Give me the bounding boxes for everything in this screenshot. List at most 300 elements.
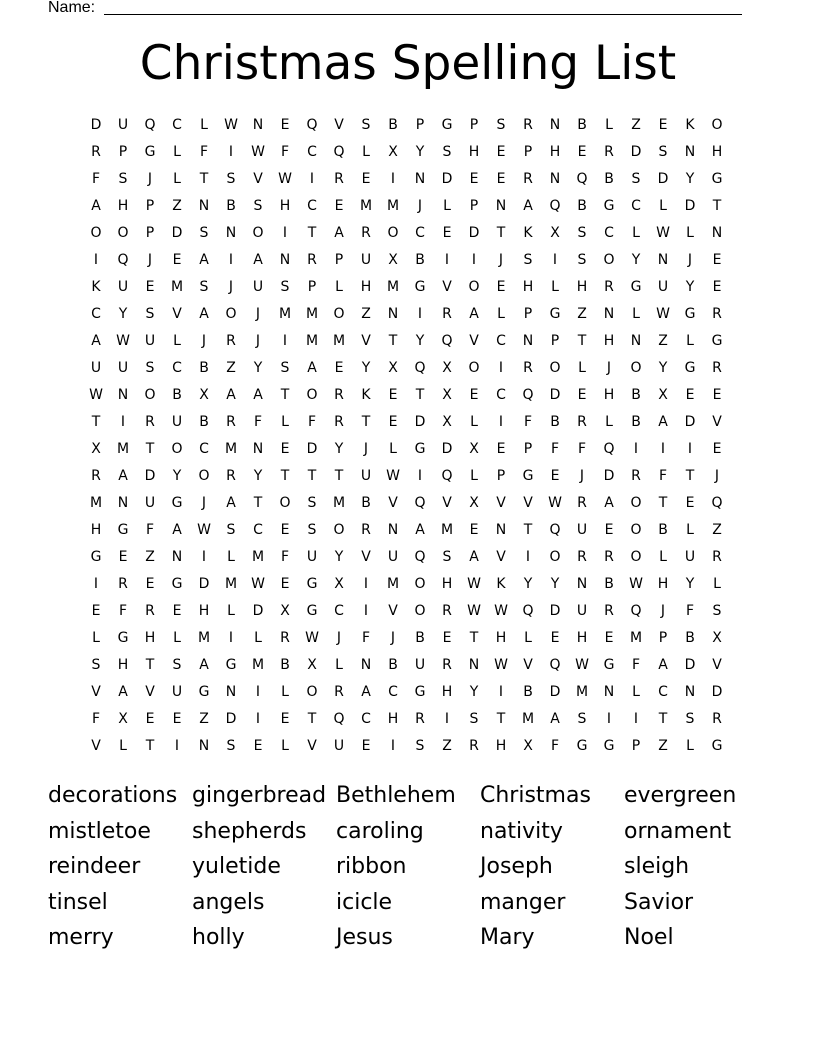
grid-cell[interactable]: I [174,738,180,754]
grid-cell[interactable]: G [144,144,156,160]
grid-cell[interactable]: E [280,576,290,592]
grid-cell[interactable]: M [386,198,400,214]
grid-cell[interactable]: U [360,252,372,268]
grid-cell[interactable]: R [307,252,317,268]
grid-cell[interactable]: L [173,171,181,187]
grid-cell[interactable]: W [494,657,508,673]
grid-cell[interactable]: M [224,576,238,592]
grid-cell[interactable]: U [576,603,588,619]
grid-cell[interactable]: L [335,657,343,673]
grid-cell[interactable]: U [387,549,399,565]
grid-cell[interactable]: L [632,684,640,700]
grid-cell[interactable]: T [496,711,506,727]
grid-cell[interactable]: E [388,387,398,403]
grid-cell[interactable]: B [604,576,614,592]
grid-cell[interactable]: E [280,711,290,727]
grid-cell[interactable]: V [91,684,101,700]
grid-cell[interactable]: N [549,171,561,187]
grid-cell[interactable]: P [523,144,533,160]
grid-cell[interactable]: A [226,495,236,511]
grid-cell[interactable]: P [658,630,668,646]
grid-cell[interactable]: E [172,603,182,619]
grid-cell[interactable]: L [686,225,694,241]
grid-cell[interactable]: H [441,576,453,592]
grid-cell[interactable]: A [91,333,101,349]
grid-cell[interactable]: H [144,630,156,646]
grid-cell[interactable]: O [306,387,318,403]
grid-cell[interactable]: F [199,144,209,160]
grid-cell[interactable]: D [90,117,102,133]
grid-cell[interactable]: J [255,306,261,322]
grid-cell[interactable]: T [388,333,398,349]
grid-cell[interactable]: I [498,360,504,376]
grid-cell[interactable]: A [334,225,344,241]
grid-cell[interactable]: A [199,306,209,322]
grid-cell[interactable]: R [523,360,533,376]
grid-cell[interactable]: C [415,225,425,241]
grid-cell[interactable]: A [172,522,182,538]
grid-cell[interactable]: B [388,657,398,673]
grid-cell[interactable]: R [523,117,533,133]
grid-cell[interactable]: G [306,576,318,592]
grid-cell[interactable]: M [89,495,103,511]
grid-cell[interactable]: O [333,522,345,538]
grid-cell[interactable]: X [91,441,101,457]
grid-cell[interactable]: V [334,117,344,133]
grid-cell[interactable]: B [577,198,587,214]
grid-cell[interactable]: W [251,144,265,160]
grid-cell[interactable]: L [605,117,613,133]
grid-cell[interactable]: T [523,522,533,538]
grid-cell[interactable]: P [145,225,155,241]
grid-cell[interactable]: O [630,549,642,565]
grid-cell[interactable]: R [280,630,290,646]
grid-cell[interactable]: G [414,684,426,700]
grid-cell[interactable]: E [604,630,614,646]
grid-cell[interactable]: Z [631,117,641,133]
grid-cell[interactable]: R [577,495,587,511]
grid-cell[interactable]: F [118,603,128,619]
grid-cell[interactable]: X [469,495,479,511]
grid-cell[interactable]: Z [226,360,236,376]
grid-cell[interactable]: R [631,468,641,484]
grid-cell[interactable]: F [631,657,641,673]
grid-cell[interactable]: R [442,657,452,673]
grid-cell[interactable]: X [388,252,398,268]
grid-cell[interactable]: I [417,306,423,322]
grid-cell[interactable]: R [469,738,479,754]
grid-cell[interactable]: J [228,279,234,295]
grid-cell[interactable]: W [548,495,562,511]
grid-cell[interactable]: G [414,441,426,457]
grid-cell[interactable]: S [523,252,533,268]
grid-cell[interactable]: Y [550,576,560,592]
grid-cell[interactable]: I [660,441,666,457]
grid-cell[interactable]: X [469,441,479,457]
grid-cell[interactable]: R [91,144,101,160]
grid-cell[interactable]: Y [334,549,344,565]
grid-cell[interactable]: I [390,738,396,754]
grid-cell[interactable]: F [253,414,263,430]
grid-cell[interactable]: R [712,549,722,565]
grid-cell[interactable]: R [604,279,614,295]
grid-cell[interactable]: D [549,684,561,700]
grid-cell[interactable]: H [360,279,372,295]
grid-cell[interactable]: D [441,171,453,187]
grid-cell[interactable]: T [658,711,668,727]
grid-cell[interactable]: C [334,603,344,619]
grid-cell[interactable]: R [361,225,371,241]
grid-cell[interactable]: U [657,279,669,295]
grid-cell[interactable]: S [118,171,128,187]
grid-cell[interactable]: E [388,414,398,430]
grid-cell[interactable]: D [441,441,453,457]
grid-cell[interactable]: O [549,549,561,565]
grid-cell[interactable]: E [145,576,155,592]
grid-cell[interactable]: J [147,171,153,187]
grid-cell[interactable]: O [603,252,615,268]
grid-cell[interactable]: D [711,684,723,700]
grid-cell[interactable]: V [361,333,371,349]
grid-cell[interactable]: I [282,225,288,241]
grid-cell[interactable]: B [415,630,425,646]
grid-cell[interactable]: Z [361,306,371,322]
grid-cell[interactable]: M [386,279,400,295]
grid-cell[interactable]: O [252,225,264,241]
grid-cell[interactable]: T [145,738,155,754]
grid-cell[interactable]: J [660,603,666,619]
grid-cell[interactable]: W [467,603,481,619]
grid-cell[interactable]: A [361,684,371,700]
grid-cell[interactable]: M [386,576,400,592]
grid-cell[interactable]: I [93,252,99,268]
grid-cell[interactable]: L [119,738,127,754]
grid-cell[interactable]: A [118,684,128,700]
grid-cell[interactable]: S [199,279,209,295]
grid-cell[interactable]: M [332,495,346,511]
grid-cell[interactable]: I [417,468,423,484]
grid-cell[interactable]: O [306,684,318,700]
grid-cell[interactable]: L [605,414,613,430]
grid-cell[interactable]: H [711,144,723,160]
grid-cell[interactable]: D [306,441,318,457]
grid-cell[interactable]: S [577,252,587,268]
grid-cell[interactable]: I [201,549,207,565]
grid-cell[interactable]: K [361,387,371,403]
grid-cell[interactable]: V [712,414,722,430]
grid-cell[interactable]: Q [306,117,318,133]
grid-cell[interactable]: O [549,360,561,376]
grid-cell[interactable]: N [387,306,399,322]
grid-cell[interactable]: S [685,711,695,727]
grid-cell[interactable]: N [171,549,183,565]
grid-cell[interactable]: D [549,387,561,403]
grid-cell[interactable]: L [713,576,721,592]
grid-cell[interactable]: R [226,333,236,349]
grid-cell[interactable]: J [201,495,207,511]
grid-cell[interactable]: W [656,225,670,241]
grid-cell[interactable]: A [658,414,668,430]
grid-cell[interactable]: Y [415,144,425,160]
grid-cell[interactable]: B [685,630,695,646]
grid-cell[interactable]: V [496,549,506,565]
grid-cell[interactable]: S [415,738,425,754]
grid-cell[interactable]: R [604,549,614,565]
grid-cell[interactable]: R [118,576,128,592]
grid-cell[interactable]: J [714,468,720,484]
grid-cell[interactable]: F [91,171,101,187]
grid-cell[interactable]: Y [253,468,263,484]
grid-cell[interactable]: N [630,333,642,349]
grid-cell[interactable]: M [332,333,346,349]
grid-cell[interactable]: R [577,414,587,430]
grid-cell[interactable]: L [578,360,586,376]
grid-cell[interactable]: L [686,333,694,349]
grid-cell[interactable]: N [279,252,291,268]
grid-cell[interactable]: S [280,279,290,295]
grid-cell[interactable]: R [361,522,371,538]
grid-cell[interactable]: T [415,387,425,403]
grid-cell[interactable]: N [495,522,507,538]
grid-cell[interactable]: G [117,522,129,538]
grid-cell[interactable]: O [198,468,210,484]
grid-cell[interactable]: G [441,117,453,133]
grid-cell[interactable]: P [334,252,344,268]
grid-cell[interactable]: N [225,225,237,241]
grid-cell[interactable]: L [200,117,208,133]
grid-cell[interactable]: X [442,360,452,376]
grid-cell[interactable]: D [414,414,426,430]
grid-cell[interactable]: D [549,603,561,619]
grid-cell[interactable]: V [388,495,398,511]
grid-cell[interactable]: V [469,333,479,349]
grid-cell[interactable]: E [334,360,344,376]
grid-cell[interactable]: A [469,306,479,322]
grid-cell[interactable]: F [550,738,560,754]
grid-cell[interactable]: P [415,117,425,133]
grid-cell[interactable]: R [91,468,101,484]
grid-cell[interactable]: O [630,360,642,376]
grid-cell[interactable]: T [199,171,209,187]
grid-cell[interactable]: W [116,333,130,349]
grid-cell[interactable]: M [521,711,535,727]
grid-cell[interactable]: X [118,711,128,727]
grid-cell[interactable]: E [658,117,668,133]
grid-cell[interactable]: A [523,198,533,214]
grid-cell[interactable]: G [171,495,183,511]
grid-cell[interactable]: U [306,549,318,565]
grid-cell[interactable]: P [523,306,533,322]
grid-cell[interactable]: M [251,549,265,565]
grid-cell[interactable]: Z [172,198,182,214]
grid-cell[interactable]: D [144,468,156,484]
grid-cell[interactable]: R [712,360,722,376]
grid-cell[interactable]: B [523,684,533,700]
grid-cell[interactable]: Q [414,495,426,511]
grid-cell[interactable]: I [363,576,369,592]
grid-cell[interactable]: S [442,549,452,565]
grid-cell[interactable]: Q [576,171,588,187]
grid-cell[interactable]: A [550,711,560,727]
grid-cell[interactable]: H [495,630,507,646]
grid-cell[interactable]: E [172,711,182,727]
grid-cell[interactable]: H [468,144,480,160]
grid-cell[interactable]: F [361,630,371,646]
grid-cell[interactable]: M [224,441,238,457]
grid-cell[interactable]: Q [117,252,129,268]
grid-cell[interactable]: Y [118,306,128,322]
grid-cell[interactable]: E [685,387,695,403]
grid-cell[interactable]: J [255,333,261,349]
grid-cell[interactable]: X [388,360,398,376]
grid-cell[interactable]: R [334,171,344,187]
grid-cell[interactable]: O [468,360,480,376]
grid-cell[interactable]: L [497,306,505,322]
grid-cell[interactable]: A [199,252,209,268]
grid-cell[interactable]: W [251,576,265,592]
grid-cell[interactable]: E [91,603,101,619]
grid-cell[interactable]: Y [685,576,695,592]
grid-cell[interactable]: S [712,603,722,619]
grid-cell[interactable]: B [604,171,614,187]
grid-cell[interactable]: L [281,414,289,430]
grid-cell[interactable]: W [656,306,670,322]
grid-cell[interactable]: M [440,522,454,538]
grid-cell[interactable]: Y [685,171,695,187]
grid-cell[interactable]: Z [199,711,209,727]
grid-cell[interactable]: Q [414,360,426,376]
grid-cell[interactable]: T [469,630,479,646]
grid-cell[interactable]: P [523,441,533,457]
grid-cell[interactable]: S [280,360,290,376]
grid-cell[interactable]: N [198,738,210,754]
grid-cell[interactable]: S [145,306,155,322]
grid-cell[interactable]: N [657,252,669,268]
grid-cell[interactable]: I [363,603,369,619]
grid-cell[interactable]: A [226,387,236,403]
grid-cell[interactable]: M [116,441,130,457]
grid-cell[interactable]: J [687,252,693,268]
grid-cell[interactable]: V [712,657,722,673]
grid-cell[interactable]: Y [658,360,668,376]
grid-cell[interactable]: G [603,657,615,673]
name-field-line[interactable] [104,14,742,15]
grid-cell[interactable]: S [631,171,641,187]
grid-cell[interactable]: Z [577,306,587,322]
grid-cell[interactable]: Q [441,333,453,349]
grid-cell[interactable]: N [414,171,426,187]
grid-cell[interactable]: E [145,279,155,295]
grid-cell[interactable]: H [549,144,561,160]
grid-cell[interactable]: H [441,684,453,700]
grid-cell[interactable]: I [228,630,234,646]
grid-cell[interactable]: N [603,306,615,322]
grid-cell[interactable]: L [659,549,667,565]
grid-cell[interactable]: N [711,225,723,241]
grid-cell[interactable]: I [390,171,396,187]
grid-cell[interactable]: O [630,495,642,511]
grid-cell[interactable]: G [603,198,615,214]
grid-cell[interactable]: O [90,225,102,241]
grid-cell[interactable]: G [711,738,723,754]
grid-cell[interactable]: D [684,414,696,430]
grid-cell[interactable]: J [336,630,342,646]
grid-cell[interactable]: D [225,711,237,727]
grid-cell[interactable]: N [603,684,615,700]
grid-cell[interactable]: S [226,522,236,538]
grid-cell[interactable]: S [577,711,587,727]
grid-cell[interactable]: R [604,603,614,619]
grid-cell[interactable]: B [172,387,182,403]
grid-cell[interactable]: G [90,549,102,565]
grid-cell[interactable]: L [686,738,694,754]
grid-cell[interactable]: X [523,738,533,754]
grid-cell[interactable]: S [226,738,236,754]
grid-cell[interactable]: W [197,522,211,538]
grid-cell[interactable]: Y [523,576,533,592]
grid-cell[interactable]: M [278,306,292,322]
grid-cell[interactable]: I [228,252,234,268]
grid-cell[interactable]: D [684,198,696,214]
grid-cell[interactable]: V [172,306,182,322]
grid-cell[interactable]: G [117,630,129,646]
grid-cell[interactable]: I [255,684,261,700]
grid-cell[interactable]: E [712,441,722,457]
grid-cell[interactable]: J [606,360,612,376]
grid-cell[interactable]: S [91,657,101,673]
grid-cell[interactable]: N [387,522,399,538]
grid-cell[interactable]: Q [603,441,615,457]
grid-cell[interactable]: E [604,522,614,538]
grid-cell[interactable]: G [576,738,588,754]
grid-cell[interactable]: F [307,414,317,430]
grid-cell[interactable]: W [467,576,481,592]
grid-cell[interactable]: J [390,630,396,646]
grid-cell[interactable]: E [253,738,263,754]
grid-cell[interactable]: E [280,117,290,133]
grid-cell[interactable]: I [552,252,558,268]
grid-cell[interactable]: G [603,738,615,754]
grid-cell[interactable]: Y [469,684,479,700]
grid-cell[interactable]: P [145,198,155,214]
grid-cell[interactable]: P [307,279,317,295]
grid-cell[interactable]: S [658,144,668,160]
grid-cell[interactable]: L [281,684,289,700]
grid-cell[interactable]: T [145,441,155,457]
grid-cell[interactable]: J [579,468,585,484]
grid-cell[interactable]: R [226,468,236,484]
grid-cell[interactable]: N [684,144,696,160]
grid-cell[interactable]: C [361,711,371,727]
grid-cell[interactable]: N [522,333,534,349]
grid-cell[interactable]: W [89,387,103,403]
grid-cell[interactable]: P [631,738,641,754]
grid-cell[interactable]: F [145,522,155,538]
grid-cell[interactable]: S [496,117,506,133]
grid-cell[interactable]: D [657,171,669,187]
grid-cell[interactable]: O [414,576,426,592]
grid-cell[interactable]: N [576,576,588,592]
grid-cell[interactable]: O [468,279,480,295]
grid-cell[interactable]: E [577,144,587,160]
grid-cell[interactable]: L [632,306,640,322]
grid-cell[interactable]: O [279,495,291,511]
grid-cell[interactable]: O [387,225,399,241]
grid-cell[interactable]: Y [415,333,425,349]
grid-cell[interactable]: E [172,252,182,268]
grid-cell[interactable]: G [306,603,318,619]
grid-cell[interactable]: H [603,387,615,403]
